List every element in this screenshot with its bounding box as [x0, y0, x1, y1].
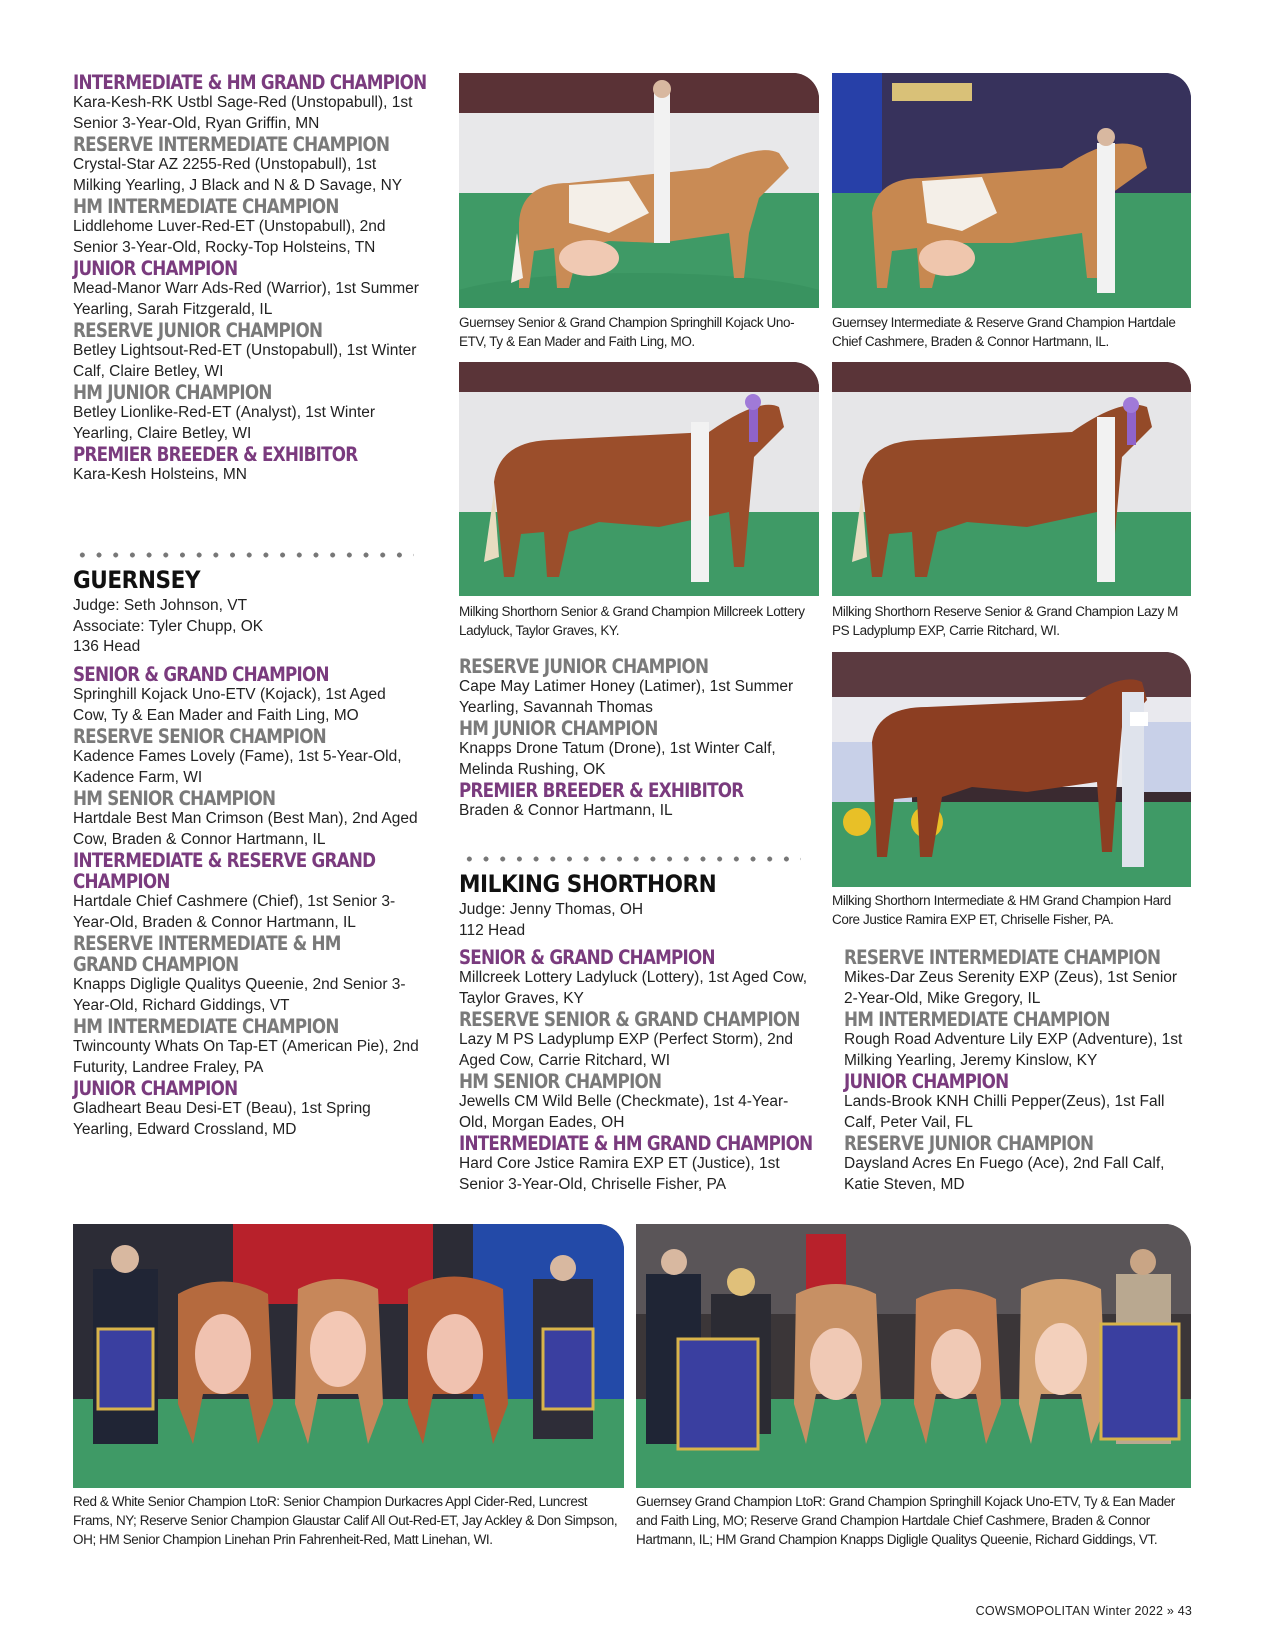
result-entry [73, 1078, 423, 1140]
award-winner-text: Rough Road Adventure Lily EXP (Adventure), 1st Milking Yearling, Jeremy Kinslow, KY [844, 1031, 1183, 1069]
award-heading: INTERMEDIATE & HM GRAND CHAMPION [459, 1132, 813, 1155]
award-heading: PREMIER BREEDER & EXHIBITOR [459, 779, 744, 802]
result-entry [73, 788, 423, 850]
award-winner-text: Kadence Fames Lovely (Fame), 1st 5-Year-Old, Kadence Farm, WI [73, 748, 402, 786]
photo-guernsey-grand-champion [459, 73, 819, 308]
award-winner-text: Daysland Acres En Fuego (Ace), 2nd Fall Calf, Katie Steven, MD [844, 1155, 1165, 1193]
result-entry [844, 947, 1194, 1009]
result-entry [73, 444, 423, 486]
award-winner-text: Twincounty Whats On Tap-ET (American Pie), 2nd Futurity, Landree Fraley, PA [73, 1038, 419, 1076]
result-entry [73, 196, 423, 258]
shorthorn-head-count: 112 Head [459, 921, 526, 939]
award-heading: RESERVE INTERMEDIATE & HM GRAND CHAMPION [73, 932, 341, 976]
guernsey-info [73, 596, 423, 658]
footer-separator: » [1166, 1604, 1174, 1618]
photo-red-white-senior-lineup [73, 1224, 624, 1488]
award-winner-text: Hartdale Chief Cashmere (Chief), 1st Senior 3-Year-Old, Braden & Connor Hartmann, IL [73, 893, 396, 931]
section-divider [74, 551, 414, 559]
award-heading: JUNIOR CHAMPION [844, 1070, 1009, 1093]
result-entry [73, 850, 423, 933]
result-entry [459, 780, 809, 822]
award-winner-text: Crystal-Star AZ 2255-Red (Unstopabull), 1st Milking Yearling, J Black and N & D Savage, NY [73, 156, 403, 194]
caption-p3: Milking Shorthorn Senior & Grand Champion Millcreek Lottery Ladyluck, Taylor Graves, KY. [459, 604, 805, 638]
award-heading: HM INTERMEDIATE CHAMPION [73, 195, 339, 218]
guernsey-associate: Associate: Tyler Chupp, OK [73, 617, 264, 635]
result-entry [73, 71, 427, 134]
result-entry [73, 1016, 423, 1078]
award-heading: RESERVE INTERMEDIATE CHAMPION [844, 946, 1161, 969]
award-winner-text: Mikes-Dar Zeus Serenity EXP (Zeus), 1st Senior 2-Year-Old, Mike Gregory, IL [844, 969, 1178, 1007]
caption-p4: Milking Shorthorn Reserve Senior & Grand Champion Lazy M PS Ladyplump EXP, Carrie Ritchard, WI. [832, 604, 1179, 638]
award-heading: HM INTERMEDIATE CHAMPION [844, 1008, 1110, 1031]
award-winner-text: Jewells CM Wild Belle (Checkmate), 1st 4-Year-Old, Morgan Eades, OH [459, 1093, 789, 1131]
award-heading: JUNIOR CHAMPION [73, 257, 238, 280]
result-entry [73, 258, 423, 320]
result-entry [73, 382, 423, 444]
guernsey-entries [73, 664, 423, 1140]
result-entry [459, 1132, 813, 1195]
result-entry [459, 1071, 809, 1133]
shorthorn-entries [459, 946, 813, 1195]
award-winner-text: Kara-Kesh-RK Ustbl Sage-Red (Unstopabull), 1st Senior 3-Year-Old, Ryan Griffin, MN [73, 94, 413, 132]
shorthorn-info [459, 900, 809, 941]
award-winner-text: Knapps Digligle Qualitys Queenie, 2nd Senior 3-Year-Old, Richard Giddings, VT [73, 976, 406, 1014]
result-entry [73, 664, 423, 726]
result-entry [844, 1009, 1194, 1071]
award-heading: HM SENIOR CHAMPION [73, 787, 276, 810]
footer-brand: COWSMOPOLITAN [975, 1604, 1090, 1618]
award-winner-text: Knapps Drone Tatum (Drone), 1st Winter Calf, Melinda Rushing, OK [459, 740, 776, 778]
award-heading: RESERVE INTERMEDIATE CHAMPION [73, 133, 390, 156]
award-winner-text: Gladheart Beau Desi-ET (Beau), 1st Spring Yearling, Edward Crossland, MD [73, 1100, 371, 1138]
award-winner-text: Cape May Latimer Honey (Latimer), 1st Summer Yearling, Savannah Thomas [459, 678, 794, 716]
result-entry [844, 1071, 1194, 1133]
footer-page-number: 43 [1177, 1604, 1192, 1618]
guernsey-head-count: 136 Head [73, 638, 141, 655]
award-winner-text: Kara-Kesh Holsteins, MN [73, 466, 248, 483]
result-entry [459, 656, 809, 718]
result-entry [73, 726, 423, 788]
result-entry [459, 1009, 809, 1071]
result-entry [459, 947, 809, 1009]
guernsey-judge: Judge: Seth Johnson, VT [73, 597, 248, 614]
award-heading: INTERMEDIATE & RESERVE GRAND CHAMPION [73, 849, 376, 893]
caption-p5: Milking Shorthorn Intermediate & HM Grand Champion Hard Core Justice Ramira EXP ET, Chriselle Fisher, PA. [832, 893, 1171, 927]
award-heading: SENIOR & GRAND CHAMPION [73, 663, 329, 686]
award-winner-text: Braden & Connor Hartmann, IL [459, 802, 673, 819]
award-winner-text: Lands-Brook KNH Chilli Pepper(Zeus), 1st Fall Calf, Peter Vail, FL [844, 1093, 1165, 1131]
award-heading: RESERVE JUNIOR CHAMPION [73, 319, 323, 342]
award-heading: PREMIER BREEDER & EXHIBITOR [73, 443, 358, 466]
award-winner-text: Betley Lionlike-Red-ET (Analyst), 1st Winter Yearling, Claire Betley, WI [73, 404, 376, 442]
photo-guernsey-reserve-grand [832, 73, 1191, 308]
photo-shorthorn-grand-champion [459, 362, 819, 596]
award-winner-text: Mead-Manor Warr Ads-Red (Warrior), 1st Summer Yearling, Sarah Fitzgerald, IL [73, 280, 419, 318]
page-footer [976, 1604, 1192, 1618]
award-heading: SENIOR & GRAND CHAMPION [459, 946, 715, 969]
caption-p2: Guernsey Intermediate & Reserve Grand Champion Hartdale Chief Cashmere, Braden & Connor Hartmann, IL. [832, 315, 1176, 349]
award-winner-text: Lazy M PS Ladyplump EXP (Perfect Storm), 2nd Aged Cow, Carrie Ritchard, WI [459, 1031, 793, 1069]
award-winner-text: Millcreek Lottery Ladyluck (Lottery), 1st Aged Cow, Taylor Graves, KY [459, 969, 808, 1007]
photo-shorthorn-reserve-grand [832, 362, 1191, 596]
award-heading: JUNIOR CHAMPION [73, 1077, 238, 1100]
shorthorn-judge: Judge: Jenny Thomas, OH [459, 901, 644, 918]
award-heading: HM INTERMEDIATE CHAMPION [73, 1015, 339, 1038]
result-entry [459, 718, 809, 780]
section-divider-2 [461, 855, 801, 863]
award-heading: HM SENIOR CHAMPION [459, 1070, 662, 1093]
result-entry [844, 1133, 1194, 1195]
guernsey-title: GUERNSEY [73, 566, 201, 594]
award-heading: RESERVE JUNIOR CHAMPION [844, 1132, 1094, 1155]
award-heading: RESERVE JUNIOR CHAMPION [459, 655, 709, 678]
award-winner-text: Hard Core Jstice Ramira EXP ET (Justice), 1st Senior 3-Year-Old, Chriselle Fisher, PA [459, 1155, 780, 1193]
col2-entries [459, 656, 809, 822]
award-heading: INTERMEDIATE & HM GRAND CHAMPION [73, 71, 427, 94]
photo-shorthorn-intermediate [832, 652, 1191, 887]
col3-entries [844, 947, 1194, 1195]
footer-issue: Winter 2022 [1093, 1604, 1164, 1618]
award-heading: HM JUNIOR CHAMPION [73, 381, 272, 404]
award-winner-text: Betley Lightsout-Red-ET (Unstopabull), 1st Winter Calf, Claire Betley, WI [73, 342, 417, 380]
award-winner-text: Springhill Kojack Uno-ETV (Kojack), 1st Aged Cow, Ty & Ean Mader and Faith Ling, MO [73, 686, 386, 724]
col1-entries [73, 71, 427, 486]
result-entry [73, 134, 423, 196]
award-heading: HM JUNIOR CHAMPION [459, 717, 658, 740]
award-heading: RESERVE SENIOR & GRAND CHAMPION [459, 1008, 800, 1031]
result-entry [73, 320, 423, 382]
caption-p6: Red & White Senior Champion LtoR: Senior Champion Durkacres Appl Cider-Red, Luncrest Frams, NY; Reserve Senior Champion Glaustar Calif All Out-Red-ET, Jay Ackley & Don Simpson, OH; HM Senior Champion Linehan Prin Fahrenheit-Red, Matt Linehan, WI. [73, 1494, 618, 1547]
result-entry [73, 933, 423, 1016]
award-winner-text: Hartdale Best Man Crimson (Best Man), 2nd Aged Cow, Braden & Connor Hartmann, IL [73, 810, 418, 848]
shorthorn-title: MILKING SHORTHORN [459, 870, 717, 898]
caption-p1: Guernsey Senior & Grand Champion Springhill Kojack Uno-ETV, Ty & Ean Mader and Faith Ling, MO. [459, 315, 795, 349]
award-heading: RESERVE SENIOR CHAMPION [73, 725, 326, 748]
award-winner-text: Liddlehome Luver-Red-ET (Unstopabull), 2nd Senior 3-Year-Old, Rocky-Top Holsteins, TN [73, 218, 386, 256]
photo-guernsey-grand-lineup [636, 1224, 1191, 1488]
caption-p7: Guernsey Grand Champion LtoR: Grand Champion Springhill Kojack Uno-ETV, Ty & Ean Mader and Faith Ling, MO; Reserve Grand Champion Hartdale Chief Cashmere, Braden & Connor Hartmann, IL; HM Grand Champion Knapps Digligle Qualitys Queenie, Richard Giddings, VT. [636, 1494, 1175, 1547]
